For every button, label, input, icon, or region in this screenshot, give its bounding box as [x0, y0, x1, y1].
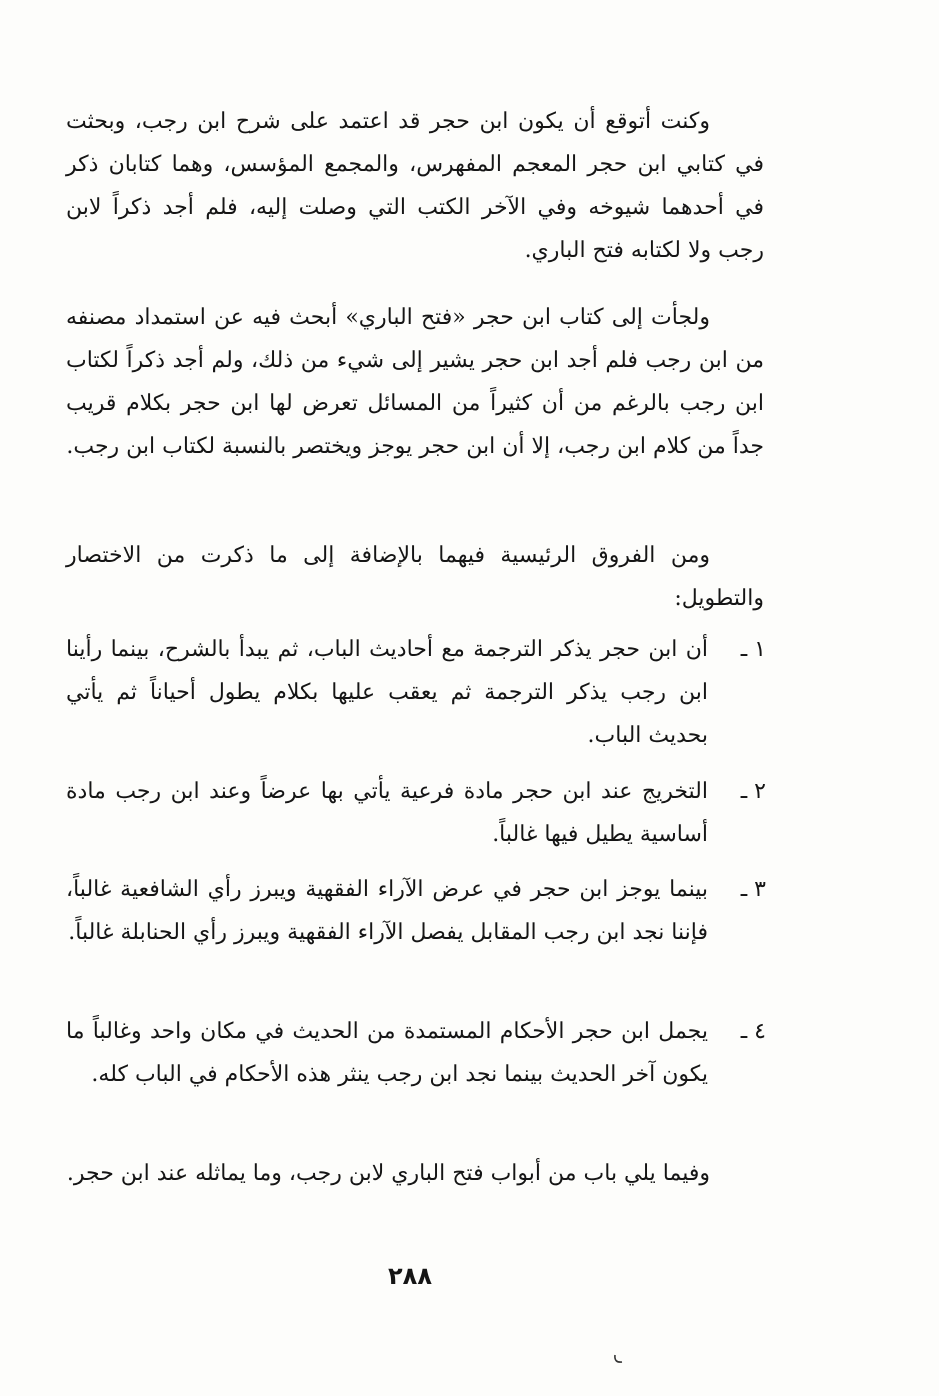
list-item-text: التخريج عند ابن حجر مادة فرعية يأتي بها عرضاً وعند ابن رجب مادة أساسية يطيل فيها غالباً.	[66, 779, 708, 847]
list-item-number: ٤ ـ	[740, 1019, 766, 1044]
list-item-number: ٢ ـ	[740, 779, 766, 804]
list-item	[66, 770, 766, 856]
paragraph-1: وكنت أتوقع أن يكون ابن حجر قد اعتمد على شرح ابن رجب، وبحثت في كتابي ابن حجر المعجم المفهرس، والمجمع المؤسس، وهما كتابان ذكر في أحدهما شيوخه وفي الآخر الكتب التي وصلت إليه، فلم أجد ذكراً لابن رجب ولا لكتابه فتح الباري.	[66, 109, 764, 263]
list-item	[66, 1010, 766, 1096]
list-item-number: ٣ ـ	[740, 877, 766, 902]
paragraph-2: ولجأت إلى كتاب ابن حجر «فتح الباري» أبحث فيه عن استمداد مصنفه من ابن رجب فلم أجد ابن حجر يشير إلى شيء من ذلك، ولم أجد ذكراً لكتاب ابن رجب بالرغم من أن كثيراً من المسائل تعرض لها ابن حجر بكلام قريب جداً من كلام ابن رجب، إلا أن ابن حجر يوجز ويختصر بالنسبة لكتاب ابن رجب.	[66, 305, 764, 459]
page-number: ٢٨٨	[388, 1262, 432, 1290]
closing-paragraph: وفيما يلي باب من أبواب فتح الباري لابن رجب، وما يماثله عند ابن حجر.	[66, 1161, 710, 1186]
list-item	[66, 628, 766, 757]
list-item-text: يجمل ابن حجر الأحكام المستمدة من الحديث في مكان واحد وغالباً ما يكون آخر الحديث بينما نجد ابن رجب ينثر هذه الأحكام في الباب كله.	[66, 1019, 708, 1087]
list-item-text: بينما يوجز ابن حجر في عرض الآراء الفقهية ويبرز رأي الشافعية غالباً، فإننا نجد ابن رجب المقابل يفصل الآراء الفقهية ويبرز رأي الحنابلة غالباً.	[66, 877, 708, 945]
list-item	[66, 868, 766, 954]
list-item-number: ١ ـ	[740, 637, 766, 662]
paragraph-3: ومن الفروق الرئيسية فيهما بالإضافة إلى ما ذكرت من الاختصار والتطويل:	[66, 543, 764, 611]
scan-speck-mark	[612, 1352, 626, 1366]
list-item-text: أن ابن حجر يذكر الترجمة مع أحاديث الباب، ثم يبدأ بالشرح، بينما رأينا ابن رجب يذكر الترجمة ثم يعقب عليها بكلام يطول أحياناً ثم يأتي بحديث الباب.	[66, 637, 708, 748]
